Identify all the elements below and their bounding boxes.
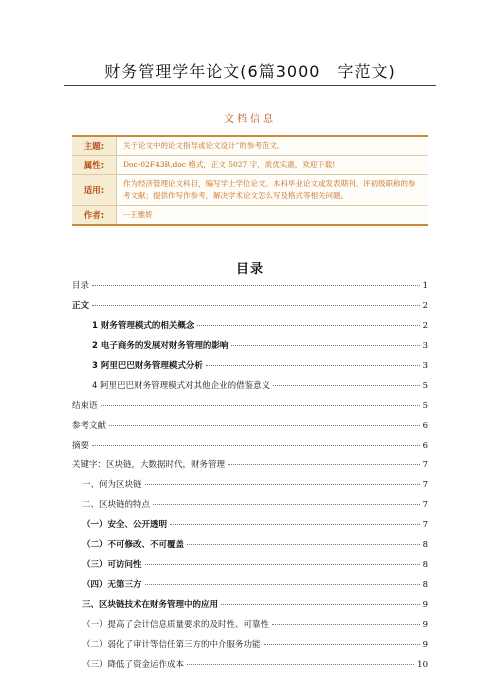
toc-entry-page: 2 <box>422 320 428 331</box>
toc-leader <box>228 464 420 465</box>
info-heading: 文档信息 <box>224 114 276 125</box>
toc-entry-page: 5 <box>422 380 428 391</box>
toc-leader <box>272 624 420 625</box>
toc-leader <box>145 584 420 585</box>
page-title: 财务管理学年论文(6篇3000 字范文) <box>104 62 396 81</box>
toc-entry-page: 9 <box>422 619 428 630</box>
toc-entry[interactable] <box>72 658 428 678</box>
toc-leader <box>153 504 420 505</box>
toc-leader <box>221 604 420 605</box>
toc-entry[interactable] <box>72 419 428 439</box>
toc-leader <box>145 564 420 565</box>
toc-leader <box>109 425 420 426</box>
toc-entry-text: 二、区块链的特点 <box>82 500 151 511</box>
toc-entry-text: 参考文献 <box>72 420 107 431</box>
toc-leader <box>92 445 420 446</box>
toc-entry-page: 8 <box>422 560 428 571</box>
toc-heading: 目录 <box>235 262 264 277</box>
toc-entry[interactable] <box>72 558 428 578</box>
toc-entry[interactable] <box>72 379 428 399</box>
toc-entry-page: 7 <box>422 500 428 511</box>
toc-entry-text: （一）安全、公开透明 <box>82 520 168 531</box>
info-value-usage: 作为经济管理论文科目，编写学士学位论文、本科毕业论文或发表期刊、评初级职称的参考文献；提供作写作参考，解决学术论文怎么写及格式等相关问题。 <box>123 179 416 200</box>
toc-entry-page: 3 <box>422 340 428 351</box>
toc-entry-text: 目录 <box>72 281 90 291</box>
toc-entry-text: 结束语 <box>72 400 98 411</box>
info-table <box>72 135 428 226</box>
toc-entry-text: 4 阿里巴巴财务管理模式对其他企业的借鉴意义 <box>92 380 271 391</box>
info-row-subject <box>72 137 428 156</box>
toc-entry-page: 6 <box>422 420 428 431</box>
toc-entry-text: （一）提高了会计信息质量要求的及时性、可靠性 <box>82 619 270 630</box>
toc-leader <box>170 524 420 525</box>
toc-leader <box>187 664 414 665</box>
info-row-usage <box>72 175 428 206</box>
toc-entry-text: 2 电子商务的发展对财务管理的影响 <box>92 340 229 351</box>
toc-entry[interactable] <box>72 478 428 498</box>
toc-leader <box>187 544 420 545</box>
toc-leader <box>92 285 420 286</box>
info-value-attributes: Doc-02F43B,doc 格式，正文 5027 字，质优实惠，欢迎下载! <box>123 160 336 169</box>
toc-entry-page: 9 <box>422 639 428 650</box>
toc-entry[interactable] <box>72 538 428 558</box>
toc-entry-page: 6 <box>422 440 428 451</box>
toc-entry-text: （三）降低了资金运作成本 <box>82 659 185 670</box>
toc-entry[interactable] <box>72 578 428 598</box>
toc-entry[interactable] <box>72 618 428 638</box>
toc-entry-text: 一、何为区块链 <box>82 480 142 491</box>
toc-entry-page: 1 <box>422 281 428 291</box>
toc-leader <box>101 405 420 406</box>
toc-entry[interactable] <box>72 339 428 359</box>
toc-leader <box>264 644 420 645</box>
toc-entry-text: 1 财务管理模式的相关概念 <box>92 320 195 331</box>
toc-entry-page: 8 <box>422 540 428 551</box>
toc-leader <box>197 325 419 326</box>
toc-entry-text: 正文 <box>72 300 90 311</box>
toc-entry[interactable] <box>72 319 428 339</box>
toc-entry[interactable] <box>72 359 428 379</box>
toc-entry-page: 5 <box>422 400 428 411</box>
toc-entry[interactable] <box>72 598 428 618</box>
toc-entry[interactable] <box>72 458 428 478</box>
toc-entry[interactable] <box>72 439 428 459</box>
toc-entry-text: （二）不可修改、不可覆盖 <box>82 540 185 551</box>
table-of-contents <box>72 279 428 678</box>
toc-entry-page: 7 <box>422 480 428 491</box>
toc-leader <box>273 385 419 386</box>
toc-entry[interactable] <box>72 638 428 658</box>
info-row-attributes <box>72 156 428 175</box>
toc-entry-text: （二）弱化了审计等信任第三方的中介服务功能 <box>82 639 261 650</box>
title-rule <box>64 85 436 86</box>
toc-entry[interactable] <box>72 518 428 538</box>
toc-entry[interactable] <box>72 399 428 419</box>
toc-entry-page: 8 <box>422 580 428 591</box>
toc-entry[interactable] <box>72 299 428 319</box>
info-value-author: ···王雅娇 <box>123 210 153 219</box>
toc-entry-text: （四）无第三方 <box>82 580 142 591</box>
info-label-usage: 适用: <box>72 175 117 205</box>
toc-leader <box>145 484 420 485</box>
toc-entry-page: 9 <box>422 600 428 610</box>
toc-entry[interactable] <box>72 498 428 518</box>
toc-entry-page: 3 <box>422 360 428 371</box>
toc-leader <box>206 365 420 366</box>
toc-leader <box>231 345 419 346</box>
info-value-subject: 关于论文中的论文指导或论文设计”的参考范文。 <box>123 141 285 150</box>
toc-entry-text: （三）可访问性 <box>82 560 142 571</box>
toc-entry-text: 三、区块链技术在财务管理中的应用 <box>82 600 219 610</box>
info-label-subject: 主题: <box>72 137 117 155</box>
toc-entry-page: 10 <box>417 659 428 670</box>
toc-entry-text: 3 阿里巴巴财务管理模式分析 <box>92 360 203 371</box>
info-label-author: 作者: <box>72 206 117 224</box>
toc-entry-text: 关键字：区块链，大数据时代，财务管理 <box>72 460 226 471</box>
info-row-author <box>72 206 428 224</box>
toc-entry-page: 7 <box>422 520 428 531</box>
info-label-attributes: 属性: <box>72 156 117 174</box>
toc-leader <box>92 305 420 306</box>
toc-entry-text: 摘要 <box>72 440 90 451</box>
toc-entry[interactable] <box>72 279 428 299</box>
toc-entry-page: 2 <box>422 300 428 311</box>
toc-entry-page: 7 <box>422 460 428 471</box>
